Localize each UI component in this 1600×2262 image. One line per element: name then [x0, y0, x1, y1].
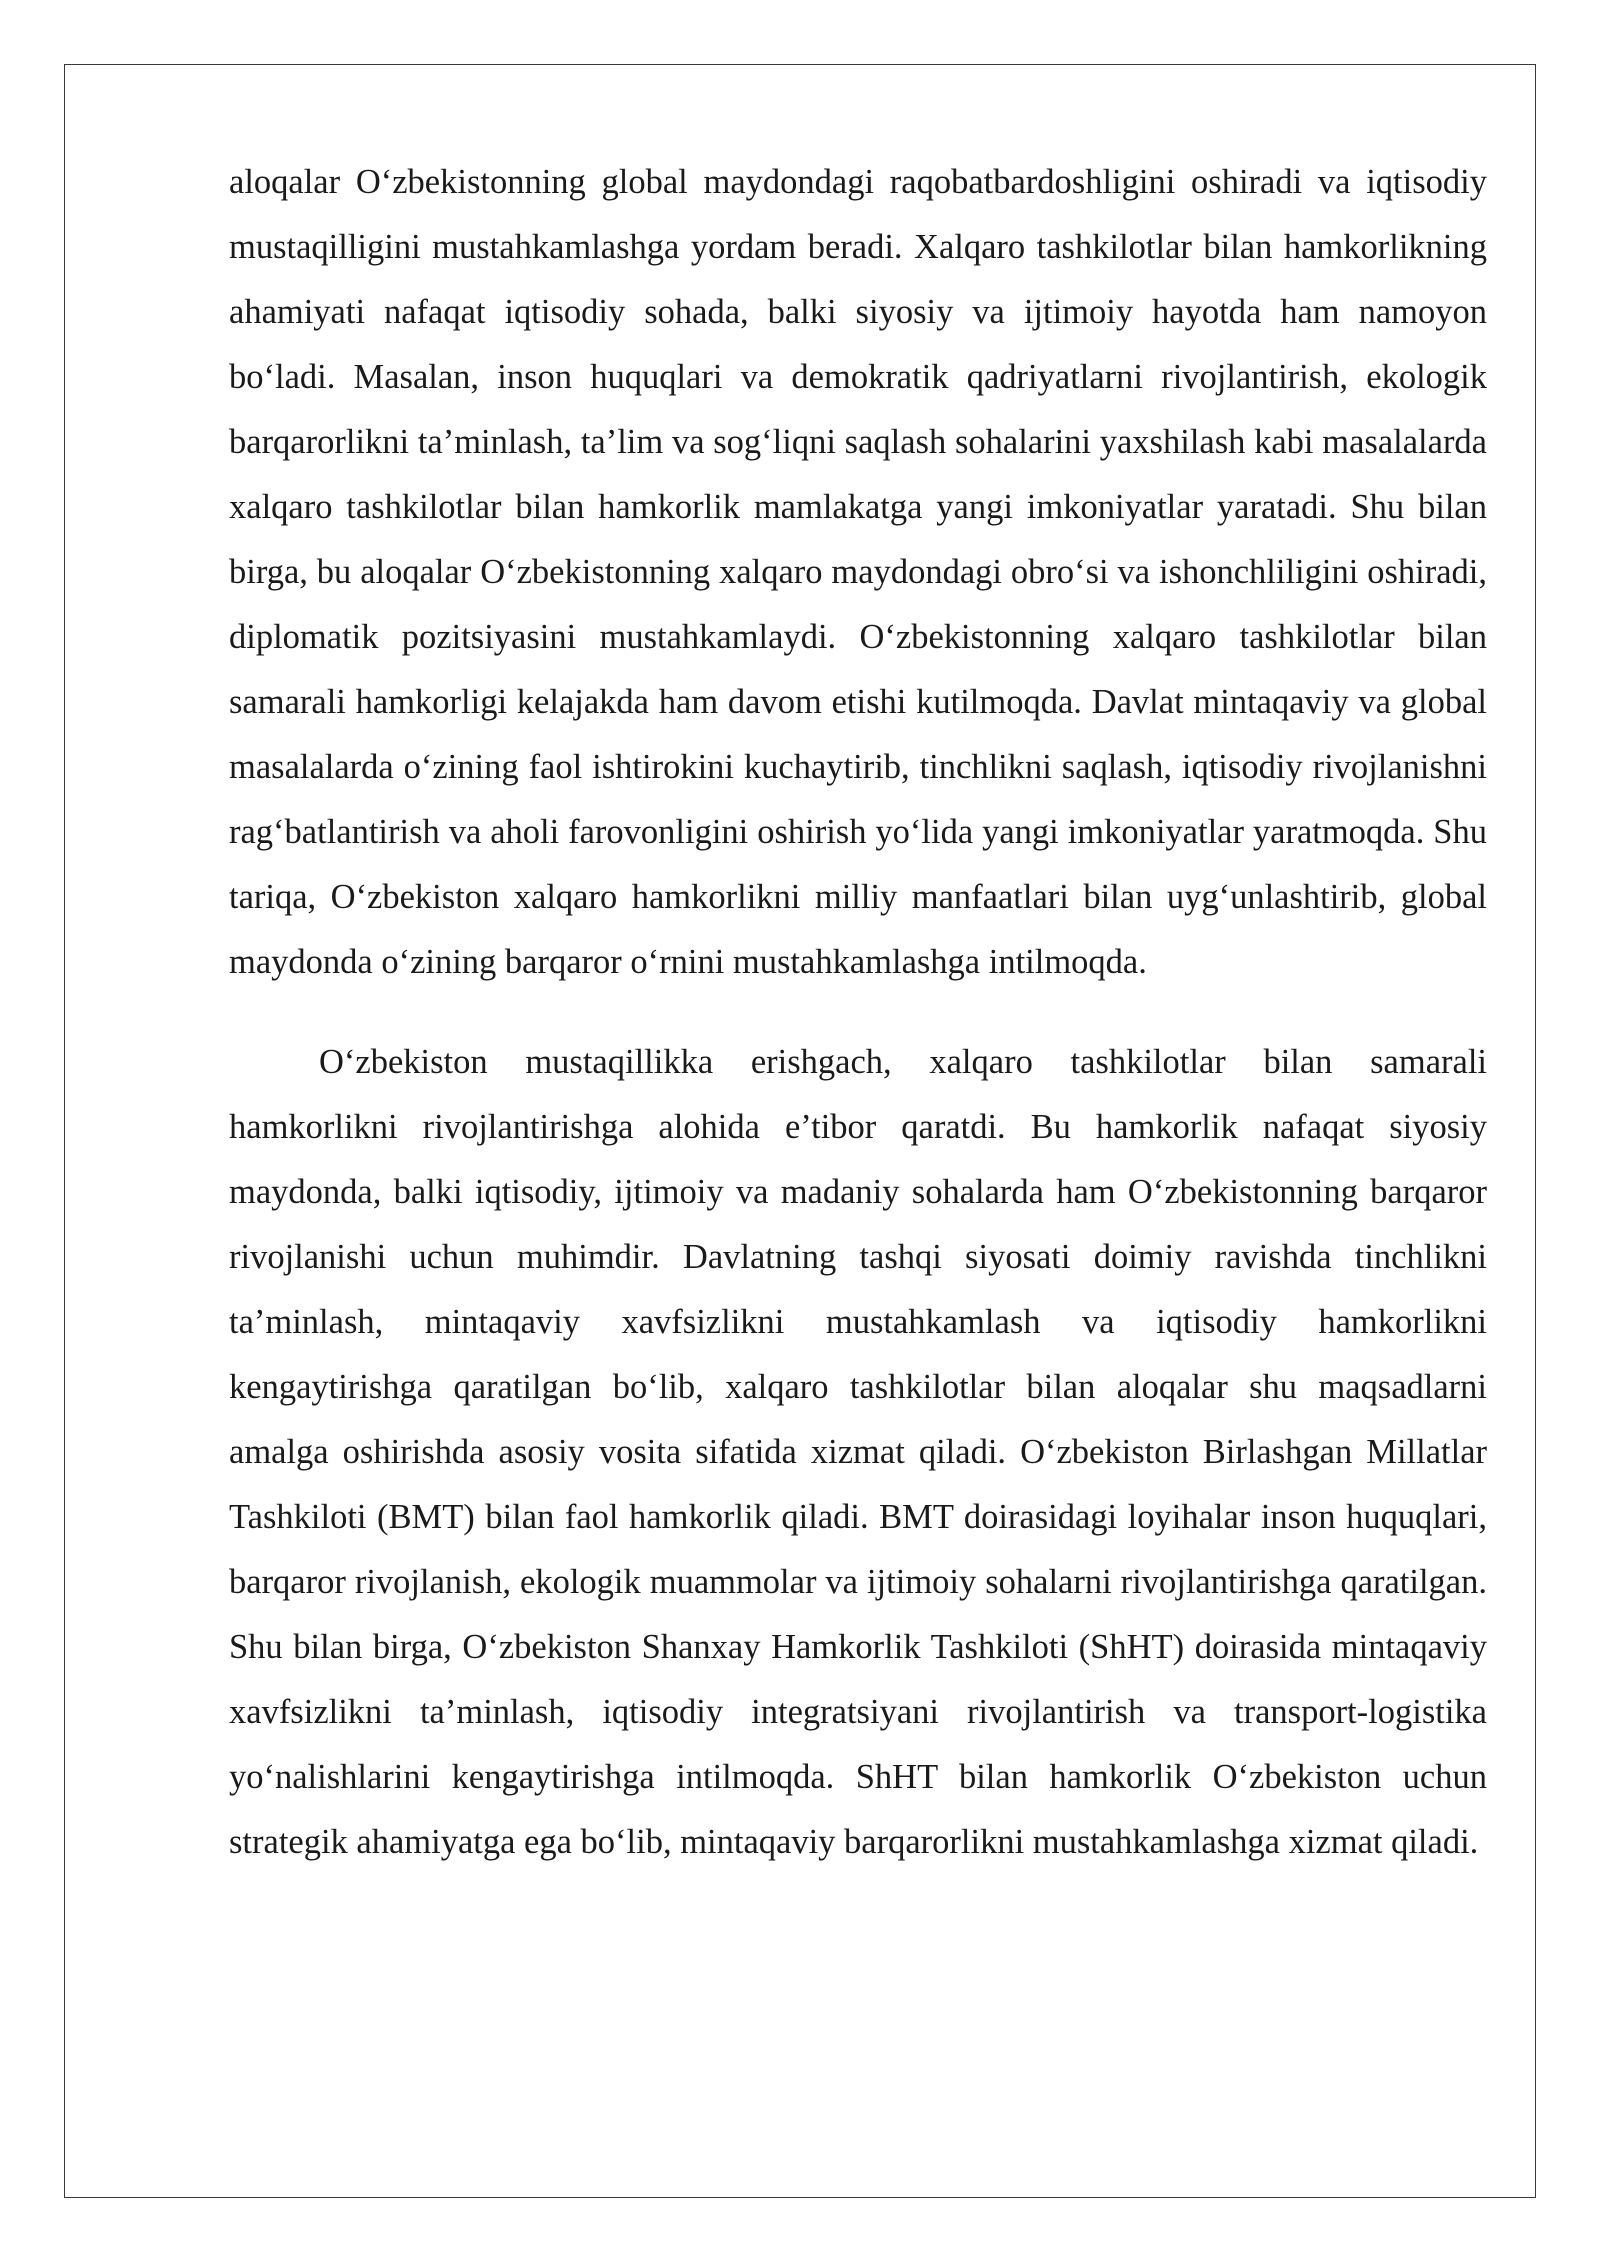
paragraph: O‘zbekiston mustaqillikka erishgach, xalqaro tashkilotlar bilan samarali hamkorlikni rivojlantirishga alohida e’tibor qaratdi. Bu hamkorlik nafaqat siyosiy maydonda, balki iqtisodiy, ijtimoiy va madaniy sohalarda ham O‘zbekistonning barqaror rivojlanishi uchun muhimdir. Davlatning tashqi siyosati doimiy ravishda tinchlikni ta’minlash, mintaqaviy xavfsizlikni mustahkamlash va iqtisodiy hamkorlikni kengaytirishga qaratilgan bo‘lib, xalqaro tashkilotlar bilan aloqalar shu maqsadlarni amalga oshirishda asosiy vosita sifatida xizmat qiladi. O‘zbekiston Birlashgan Millatlar Tashkiloti (BMT) bilan faol hamkorlik qiladi. BMT doirasidagi loyihalar inson huquqlari, barqaror rivojlanish, ekologik muammolar va ijtimoiy sohalarni rivojlantirishga qaratilgan. Shu bilan birga, O‘zbekiston Shanxay Hamkorlik Tashkiloti (ShHT) doirasida mintaqaviy xavfsizlikni ta’minlash, iqtisodiy integratsiyani rivojlantirish va transport-logistika yo‘nalishlarini kengaytirishga intilmoqda. ShHT bilan hamkorlik O‘zbekiston uchun strategik ahamiyatga ega bo‘lib, mintaqaviy barqarorlikni mustahkamlashga xizmat qiladi.	[229, 1043, 1487, 1861]
document-body	[229, 150, 1487, 1875]
paragraph: aloqalar O‘zbekistonning global maydondagi raqobatbardoshligini oshiradi va iqtisodiy mustaqilligini mustahkamlashga yordam beradi. Xalqaro tashkilotlar bilan hamkorlikning ahamiyati nafaqat iqtisodiy sohada, balki siyosiy va ijtimoiy hayotda ham namoyon bo‘ladi. Masalan, inson huquqlari va demokratik qadriyatlarni rivojlantirish, ekologik barqarorlikni ta’minlash, ta’lim va sog‘liqni saqlash sohalarini yaxshilash kabi masalalarda xalqaro tashkilotlar bilan hamkorlik mamlakatga yangi imkoniyatlar yaratadi. Shu bilan birga, bu aloqalar O‘zbekistonning xalqaro maydondagi obro‘si va ishonchliligini oshiradi, diplomatik pozitsiyasini mustahkamlaydi. O‘zbekistonning xalqaro tashkilotlar bilan samarali hamkorligi kelajakda ham davom etishi kutilmoqda. Davlat mintaqaviy va global masalalarda o‘zining faol ishtirokini kuchaytirib, tinchlikni saqlash, iqtisodiy rivojlanishni rag‘batlantirish va aholi farovonligini oshirish yo‘lida yangi imkoniyatlar yaratmoqda. Shu tariqa, O‘zbekiston xalqaro hamkorlikni milliy manfaatlari bilan uyg‘unlashtirib, global maydonda o‘zining barqaror o‘rnini mustahkamlashga intilmoqda.	[229, 163, 1487, 981]
